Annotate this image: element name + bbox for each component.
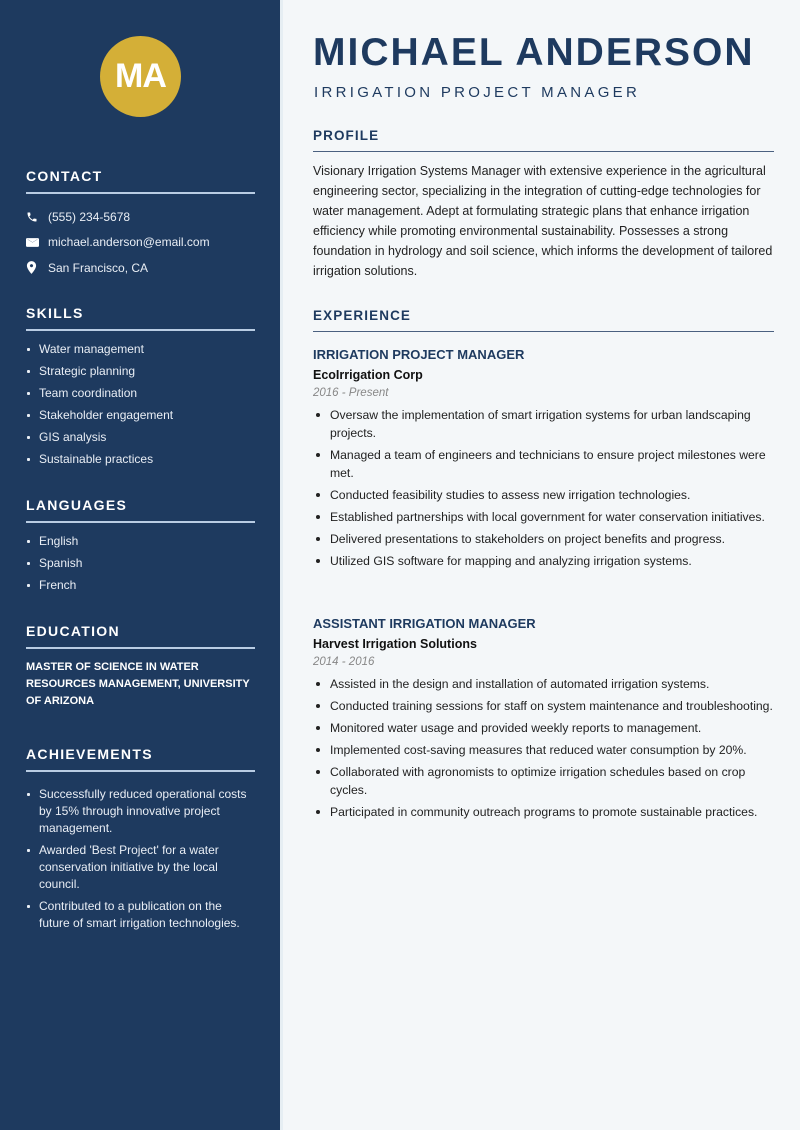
sidebar — [0, 0, 280, 1130]
education-degree: MASTER OF SCIENCE IN WATER RESOURCES MANAGEMENT, UNIVERSITY OF ARIZONA — [26, 661, 250, 707]
job-title: IRRIGATION PROJECT MANAGER — [313, 347, 525, 362]
achievement-item: Awarded 'Best Project' for a water conservation initiative by the local council. — [26, 842, 255, 893]
profile-text: Visionary Irrigation Systems Manager with extensive experience in the agricultural engineering sector, specializing in the integration of cutting-edge technologies for water management. Adept at formulating strategic plans that enhance irrigation efficiency while promoting environmental sustainability. Possesses a strong foundation in hydrology and soil science, which informs the development of tailored irrigation solutions. — [313, 164, 773, 278]
job-bullet: Managed a team of engineers and technicians to ensure project milestones were met. — [313, 446, 774, 482]
job-dates: 2016 - Present — [313, 387, 389, 399]
job-bullet: Collaborated with agronomists to optimize irrigation schedules based on crop cycles. — [313, 763, 774, 799]
job-bullets — [313, 406, 774, 570]
languages-list — [26, 533, 255, 594]
contact-email — [26, 230, 255, 256]
skill-item: Water management — [26, 341, 255, 358]
experience-heading: EXPERIENCE — [313, 308, 774, 332]
main-content — [280, 0, 800, 1130]
contact-section — [26, 168, 255, 281]
job-bullet: Monitored water usage and provided weekly reports to management. — [313, 719, 774, 737]
skills-section — [26, 305, 255, 473]
job-bullets — [313, 675, 774, 821]
job-title: ASSISTANT IRRIGATION MANAGER — [313, 616, 536, 631]
achievements-section — [26, 746, 255, 937]
candidate-title: IRRIGATION PROJECT MANAGER — [314, 84, 641, 101]
job-bullet: Oversaw the implementation of smart irrigation systems for urban landscaping projects. — [313, 406, 774, 442]
contact-list — [26, 204, 255, 281]
contact-email-text[interactable]: michael.anderson@email.com — [48, 235, 210, 250]
skill-item: Strategic planning — [26, 363, 255, 380]
candidate-name: MICHAEL ANDERSON — [313, 31, 755, 74]
job-dates: 2014 - 2016 — [313, 656, 375, 668]
avatar-initials: MA — [115, 57, 166, 95]
language-item: Spanish — [26, 555, 255, 572]
languages-section — [26, 497, 255, 599]
job-bullet: Participated in community outreach programs to promote sustainable practices. — [313, 803, 774, 821]
job-bullet: Conducted training sessions for staff on system maintenance and troubleshooting. — [313, 697, 774, 715]
achievements-list — [26, 786, 255, 932]
education-heading: EDUCATION — [26, 623, 255, 649]
language-item: French — [26, 577, 255, 594]
achievements-heading: ACHIEVEMENTS — [26, 746, 255, 772]
phone-icon — [26, 211, 48, 223]
achievement-item: Successfully reduced operational costs by 15% through innovative project management. — [26, 786, 255, 837]
experience-section — [313, 308, 774, 332]
contact-heading: CONTACT — [26, 168, 255, 194]
job-bullet: Assisted in the design and installation of automated irrigation systems. — [313, 675, 774, 693]
contact-phone-text[interactable]: (555) 234-5678 — [48, 209, 131, 224]
achievement-item: Contributed to a publication on the future of smart irrigation technologies. — [26, 898, 255, 932]
skills-heading: SKILLS — [26, 305, 255, 331]
skills-list — [26, 341, 255, 468]
skill-item: Sustainable practices — [26, 451, 255, 468]
skill-item: Team coordination — [26, 385, 255, 402]
job-entry — [313, 347, 774, 574]
job-bullet: Delivered presentations to stakeholders on project benefits and progress. — [313, 530, 774, 548]
job-company: Harvest Irrigation Solutions — [313, 637, 477, 651]
avatar — [100, 36, 181, 117]
skill-item: GIS analysis — [26, 429, 255, 446]
job-bullet: Utilized GIS software for mapping and analyzing irrigation systems. — [313, 552, 774, 570]
profile-heading: PROFILE — [313, 128, 774, 152]
email-icon — [26, 237, 48, 248]
job-bullet: Conducted feasibility studies to assess new irrigation technologies. — [313, 486, 774, 504]
contact-phone — [26, 204, 255, 230]
job-bullet: Established partnerships with local government for water conservation initiatives. — [313, 508, 774, 526]
contact-location — [26, 255, 255, 281]
languages-heading: LANGUAGES — [26, 497, 255, 523]
contact-location-text: San Francisco, CA — [48, 260, 149, 275]
profile-section — [313, 128, 774, 281]
skill-item: Stakeholder engagement — [26, 407, 255, 424]
job-company: EcoIrrigation Corp — [313, 368, 423, 382]
language-item: English — [26, 533, 255, 550]
job-bullet: Implemented cost-saving measures that reduced water consumption by 20%. — [313, 741, 774, 759]
education-section — [26, 623, 255, 710]
job-entry — [313, 616, 774, 825]
location-pin-icon — [26, 261, 48, 274]
